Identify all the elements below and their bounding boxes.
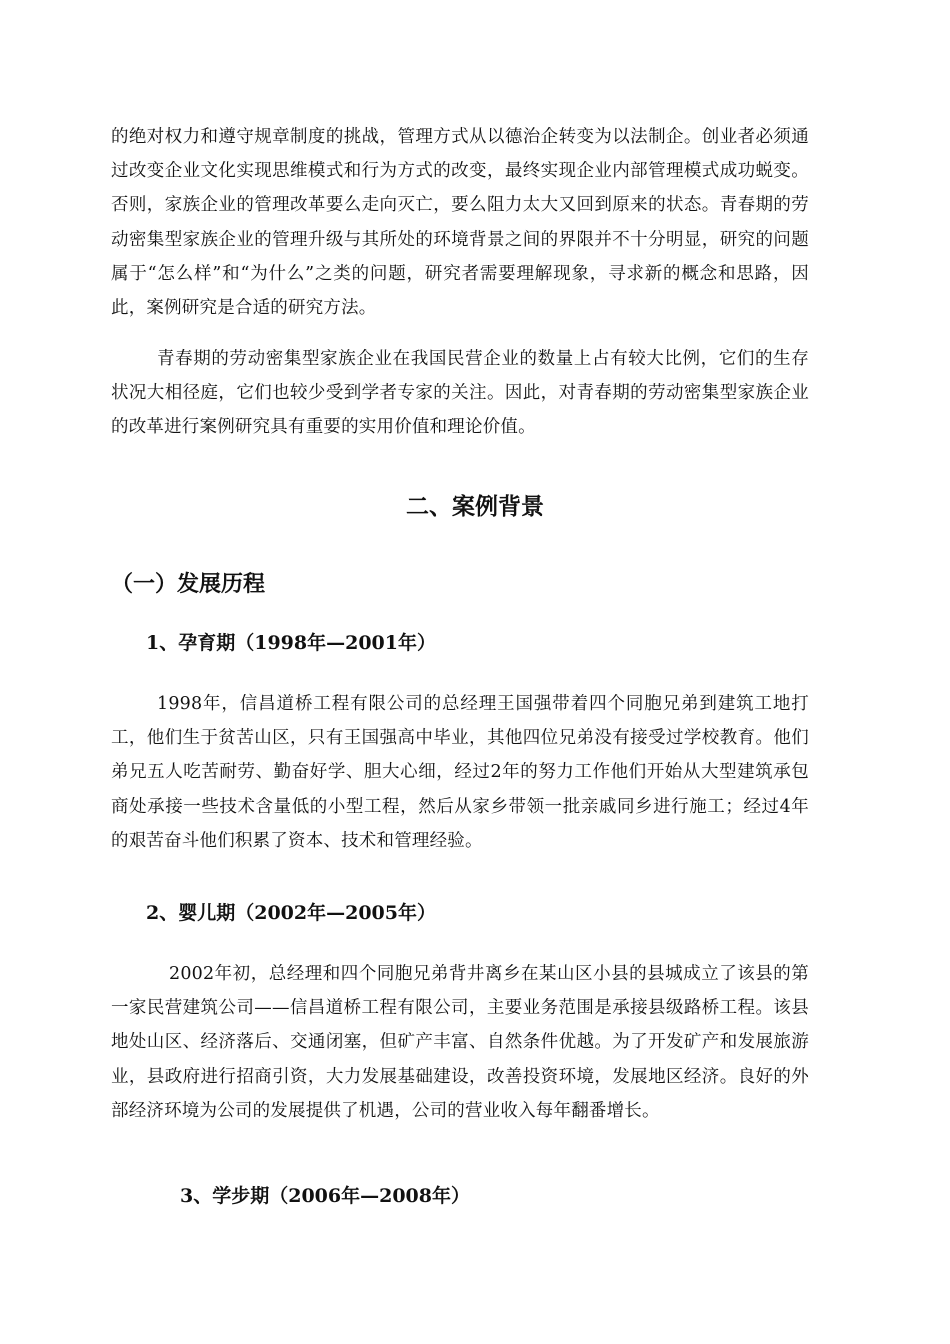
stage-heading-3: 3、学步期（2006年—2008年） [180,1185,470,1207]
subsection-title: （一）发展历程 [111,572,266,597]
paragraph-significance: 青春期的劳动密集型家族企业在我国民营企业的数量上占有较大比例，它们的生存状况大相径庭，它们也较少受到学者专家的关注。因此，对青春期的劳动密集型家族企业的改革进行案例研究具有重要的实用价值和理论价值。 [111,349,809,438]
paragraph-intro-continued: 的绝对权力和遵守规章制度的挑战，管理方式从以德治企转变为以法制企。创业者必须通过改变企业文化实现思维模式和行为方式的改变，最终实现企业内部管理模式成功蜕变。否则，家族企业的管理改革要么走向灭亡，要么阻力太大又回到原来的状态。青春期的劳动密集型家族企业的管理升级与其所处的环境背景之间的界限并不十分明显，研究的问题属于“怎么样”和“为什么”之类的问题，研究者需要理解现象，寻求新的概念和思路，因此，案例研究是合适的研究方法。 [111,127,809,319]
section-title: 二、案例背景 [406,494,544,520]
stage-heading-1: 1、孕育期（1998年—2001年） [146,632,436,654]
stage-paragraph-1: 1998年，信昌道桥工程有限公司的总经理王国强带着四个同胞兄弟到建筑工地打工，他们生于贫苦山区，只有王国强高中毕业，其他四位兄弟没有接受过学校教育。他们弟兄五人吃苦耐劳、勤奋好学、胆大心细，经过2年的努力工作他们开始从大型建筑承包商处承接一些技术含量低的小型工程，然后从家乡带领一批亲戚同乡进行施工；经过4年的艰苦奋斗他们积累了资本、技术和管理经验。 [111,694,809,851]
stage-paragraph-2: 2002年初，总经理和四个同胞兄弟背井离乡在某山区小县的县城成立了该县的第一家民营建筑公司——信昌道桥工程有限公司，主要业务范围是承接县级路桥工程。该县地处山区、经济落后、交通闭塞，但矿产丰富、自然条件优越。为了开发矿产和发展旅游业，县政府进行招商引资，大力发展基础建设，改善投资环境，发展地区经济。良好的外部经济环境为公司的发展提供了机遇，公司的营业收入每年翻番增长。 [111,964,809,1121]
stage-heading-2: 2、婴儿期（2002年—2005年） [146,902,436,924]
